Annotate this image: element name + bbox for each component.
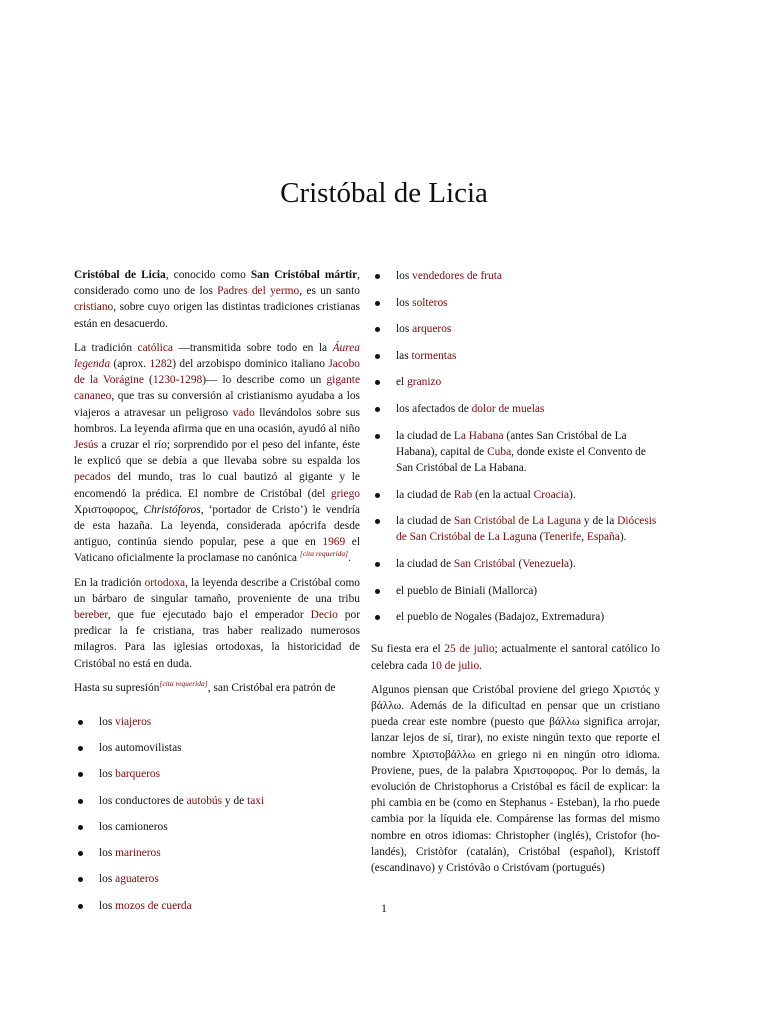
link-gigante[interactable]: gigante <box>326 374 360 387</box>
link-griego[interactable]: griego <box>330 487 360 500</box>
link-1969[interactable]: 1969 <box>322 536 346 549</box>
patronage-list-right <box>371 268 660 625</box>
citation-needed-link[interactable]: [cita requerida] <box>159 679 208 689</box>
link-1282[interactable]: 1282 <box>149 358 173 371</box>
list-item: los camioneros <box>74 819 360 835</box>
link-diocesis-san-cristobal-de-la-laguna[interactable]: Diócesis de San Cristóbal de La Laguna <box>396 515 657 544</box>
list-item: los afectados de dolor de muelas <box>371 401 660 417</box>
link-barqueros[interactable]: barqueros <box>115 768 161 781</box>
list-item: el pueblo de Nogales (Badajoz, Extremadura) <box>371 609 660 625</box>
link-san-cristobal[interactable]: San Cristóbal <box>453 557 516 570</box>
link-10-de-julio[interactable]: 10 de julio <box>430 659 480 672</box>
list-item: los solteros <box>371 295 660 311</box>
link-san-cristobal-de-la-laguna[interactable]: San Cristóbal de La Laguna <box>453 515 582 528</box>
list-item: la ciudad de Rab (en la actual Croacia). <box>371 487 660 503</box>
etymology-paragraph: Algunos piensan que Cristóbal proviene del griego Χριστός y βάλλω. Además de la dificultad en pensar que un cristiano pueda crear este nombre (puesto que βάλλω significa arrojar, lanzar lejos de sí, tirar), no existe ningún texto que reporte el nombre Χριστοβάλλω en griego ni en ningún otro idioma. Proviene, pues, de la palabra Χριστοφορος. Por lo demás, la evolución de Christophorus a Cristóbal es fácil de explicar: la phi cambia en be (como en Stephanus - Esteban), la rho puede cambia por la líquida ele. Compárense las formas del mismo nombre en otros idiomas: Christopher (inglés), Cristofor (holandés), Cristòfor (catalán), Cristóbal (español), Kristoff (escandinavo) y Cristóvão o Cristóvam (portugués) <box>371 683 660 874</box>
list-item: el granizo <box>371 374 660 390</box>
link-bereber[interactable]: bereber <box>74 609 108 622</box>
link-cristiano[interactable]: cristiano <box>74 301 114 314</box>
left-column <box>74 267 360 924</box>
link-granizo[interactable]: granizo <box>407 376 442 389</box>
link-tenerife[interactable]: Tenerife <box>543 531 582 544</box>
catholic-tradition-paragraph: La tradición católica —transmitida sobre todo en la Áurea legenda (aprox. 1282) del arzobispo dominico italiano Jacobo de la Vorágine (1230-1298)— lo describe como un gigante cananeo, que tras su conversión al cristianismo ayudaba a los viajeros a atravesar un peligroso vado llevándolos sobre sus hombros. La leyenda afirma que en una ocasión, ayudó al niño Jesús a cruzar el río; sorprendido por el peso del infante, éste le explicó que se debía a que llevaba sobre su espalda los pecados del mundo, tras lo cual bautizó al gigante y le encomendó la prédica. El nombre de Cristóbal (del griego Χριστοφορος, Christóforos, ‘portador de Cristo’) le vendría de esta hazaña. La leyenda, considerada apócrifa desde antiguo, continúa siendo popular, pese a que en 1969 el Vaticano oficialmente la proclamase no canónica [cita requerida]. <box>74 341 361 565</box>
list-item: los conductores de autobús y de taxi <box>74 793 360 809</box>
list-item: los barqueros <box>74 766 360 782</box>
link-cuba[interactable]: Cuba <box>487 445 512 458</box>
list-item: las tormentas <box>371 348 660 364</box>
link-marineros[interactable]: marineros <box>115 847 161 860</box>
list-item: los aguateros <box>74 871 360 887</box>
link-aguateros[interactable]: aguateros <box>115 873 159 886</box>
link-25-de-julio[interactable]: 25 de julio <box>444 643 495 656</box>
christoforos-term: Christóforos <box>143 503 201 516</box>
link-aurea-legenda[interactable]: Áurea legenda <box>74 341 360 371</box>
patronage-intro-paragraph: Hasta su supresión[cita requerida], san Cristóbal era patrón de <box>74 679 336 694</box>
link-solteros[interactable]: solteros <box>412 296 448 309</box>
link-decio[interactable]: Decio <box>310 609 338 622</box>
list-item: la ciudad de San Cristóbal de La Laguna y de la Diócesis de San Cristóbal de La Laguna (Tenerife, España). <box>371 513 660 545</box>
alt-name: San Cristóbal mártir <box>250 269 358 281</box>
feast-day-paragraph: Su fiesta era el 25 de julio; actualmente el santoral católico lo celebra cada 10 de julio. <box>371 643 660 672</box>
link-catolica[interactable]: católica <box>137 341 173 354</box>
link-1230[interactable]: 1230 <box>152 374 176 387</box>
link-vado[interactable]: vado <box>232 406 255 419</box>
link-la-habana[interactable]: La Habana <box>453 429 504 442</box>
link-arqueros[interactable]: arqueros <box>412 323 452 336</box>
list-item: los vendedores de fruta <box>371 268 660 284</box>
intro-paragraph: Cristóbal de Licia, conocido como San Cristóbal mártir, considerado como uno de los Padres del yermo, es un santo cristiano, sobre cuyo origen las distintas tradiciones cristianas están en desacuerdo. <box>74 269 360 330</box>
list-item: la ciudad de San Cristóbal (Venezuela). <box>371 556 660 572</box>
link-venezuela[interactable]: Venezuela <box>522 557 570 570</box>
patronage-list-left <box>74 714 360 914</box>
list-item: los arqueros <box>371 321 660 337</box>
link-dolor-de-muelas[interactable]: dolor de muelas <box>471 402 545 415</box>
link-rab[interactable]: Rab <box>453 488 473 501</box>
link-espana[interactable]: España <box>586 531 620 544</box>
link-croacia[interactable]: Croacia <box>533 488 570 501</box>
link-taxi[interactable]: taxi <box>247 794 265 807</box>
list-item: los automovilistas <box>74 740 360 756</box>
page-number: 1 <box>381 903 387 915</box>
right-column <box>371 268 660 884</box>
link-vendedores-de-fruta[interactable]: vendedores de fruta <box>412 270 502 282</box>
link-mozos-de-cuerda[interactable]: mozos de cuerda <box>115 899 192 912</box>
article-subject: Cristóbal de Licia <box>74 269 166 281</box>
link-ortodoxa[interactable]: ortodoxa <box>144 576 186 589</box>
link-padres-del-yermo[interactable]: Padres del yermo <box>217 285 300 298</box>
link-viajeros[interactable]: viajeros <box>115 716 152 729</box>
page-title: Cristóbal de Licia <box>280 177 488 209</box>
link-cananeo[interactable]: cananeo <box>74 390 112 403</box>
list-item: los marineros <box>74 845 360 861</box>
list-item: la ciudad de La Habana (antes San Cristóbal de La Habana), capital de Cuba, donde existe el Convento de San Cristóbal de La Habana. <box>371 428 660 477</box>
link-jacobo-de-la-voragine[interactable]: Jacobo de la Vorágine <box>74 358 361 387</box>
link-autobus[interactable]: autobús <box>186 794 223 807</box>
link-tormentas[interactable]: tormentas <box>411 349 457 362</box>
link-1298[interactable]: 1298 <box>179 374 203 387</box>
list-item: el pueblo de Biniali (Mallorca) <box>371 583 660 599</box>
orthodox-tradition-paragraph: En la tradición ortodoxa, la leyenda describe a Cristóbal como un bárbaro de singular tamaño, proveniente de una tribu bereber, que fue ejecutado bajo el emperador Decio por predicar la fe cristiana, tras haber realizado numerosos milagros. Para las iglesias ortodoxas, la historicidad de Cristóbal no está en duda. <box>74 576 361 670</box>
list-item: los viajeros <box>74 714 360 730</box>
link-jesus[interactable]: Jesús <box>74 439 99 452</box>
list-item: los mozos de cuerda <box>74 898 360 914</box>
link-pecados[interactable]: pecados <box>74 471 111 484</box>
citation-needed-link[interactable]: [cita requerida] <box>299 549 349 559</box>
